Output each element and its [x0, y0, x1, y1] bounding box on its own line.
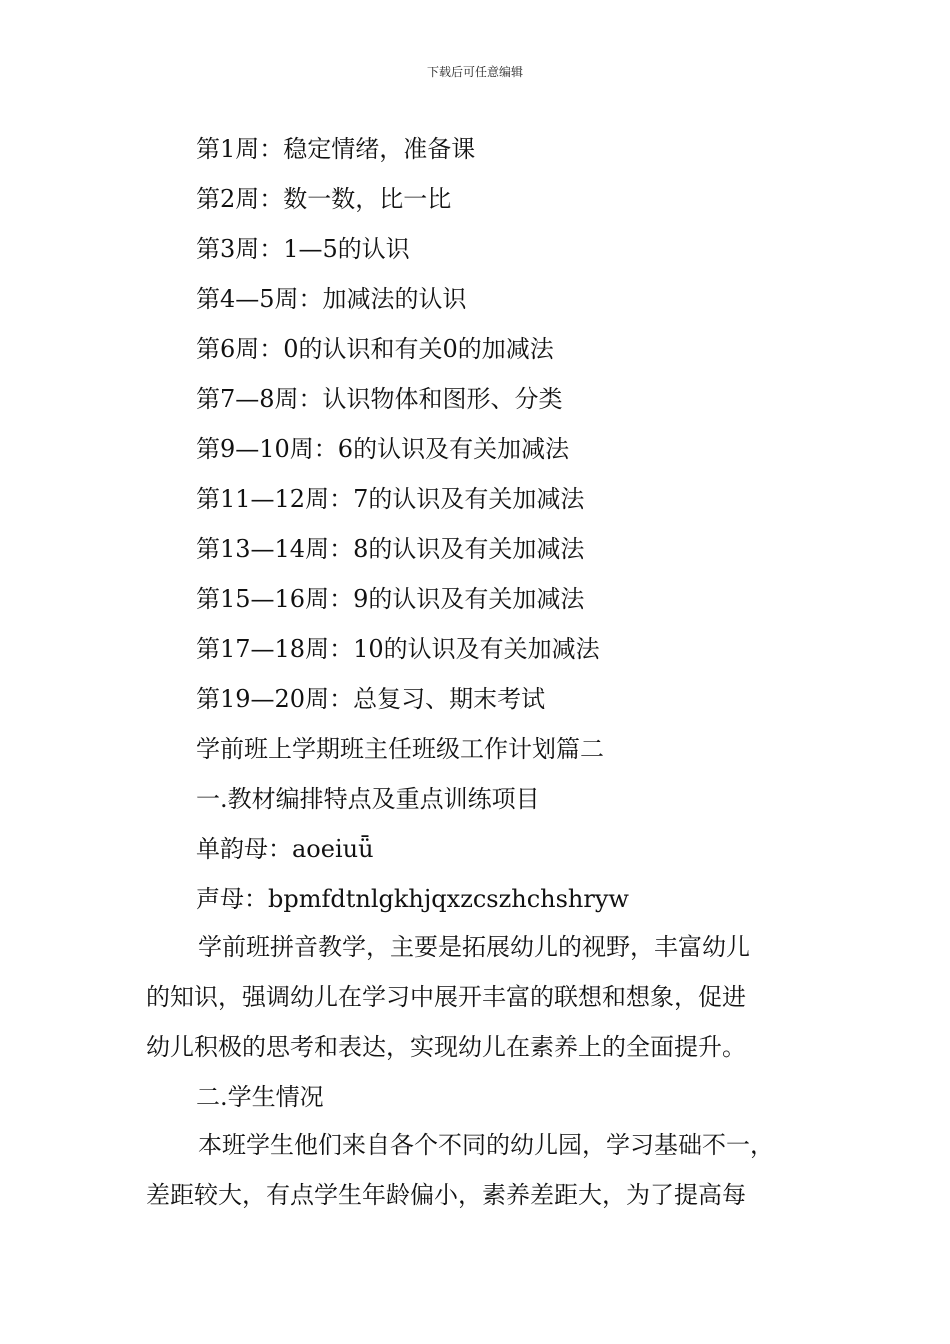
consonants-line: 声母：bpmfdtnlgkhjqxzcszhchshryw [196, 885, 629, 913]
heading-student-situation: 二.学生情况 [196, 1083, 324, 1111]
schedule-item: 第13—14周：8的认识及有关加减法 [196, 535, 585, 563]
schedule-item: 第2周：数一数，比一比 [196, 185, 452, 213]
paragraph-line: 差距较大，有点学生年龄偏小，素养差距大，为了提高每 [146, 1181, 746, 1209]
schedule-item: 第11—12周：7的认识及有关加减法 [196, 485, 585, 513]
vowels-line: 单韵母：aoeiuǖ [196, 835, 374, 863]
schedule-item: 第19—20周：总复习、期末考试 [196, 685, 546, 713]
schedule-item: 第9—10周：6的认识及有关加减法 [196, 435, 570, 463]
paragraph-line: 的知识，强调幼儿在学习中展开丰富的联想和想象，促进 [146, 983, 746, 1011]
schedule-item: 第15—16周：9的认识及有关加减法 [196, 585, 585, 613]
section-title: 学前班上学期班主任班级工作计划篇二 [196, 735, 604, 763]
schedule-item: 第4—5周：加减法的认识 [196, 285, 467, 313]
paragraph-line: 幼儿积极的思考和表达，实现幼儿在素养上的全面提升。 [146, 1033, 746, 1061]
paragraph-line: 本班学生他们来自各个不同的幼儿园，学习基础不一， [198, 1131, 774, 1159]
heading-teaching-materials: 一.教材编排特点及重点训练项目 [196, 785, 540, 813]
schedule-item: 第3周：1—5的认识 [196, 235, 410, 263]
schedule-item: 第6周：0的认识和有关0的加减法 [196, 335, 554, 363]
page-header: 下载后可任意编辑 [426, 65, 523, 79]
schedule-item: 第17—18周：10的认识及有关加减法 [196, 635, 600, 663]
schedule-item: 第1周：稳定情绪，准备课 [196, 135, 476, 163]
paragraph-line: 学前班拼音教学，主要是拓展幼儿的视野，丰富幼儿 [198, 933, 750, 961]
schedule-item: 第7—8周：认识物体和图形、分类 [196, 385, 563, 413]
